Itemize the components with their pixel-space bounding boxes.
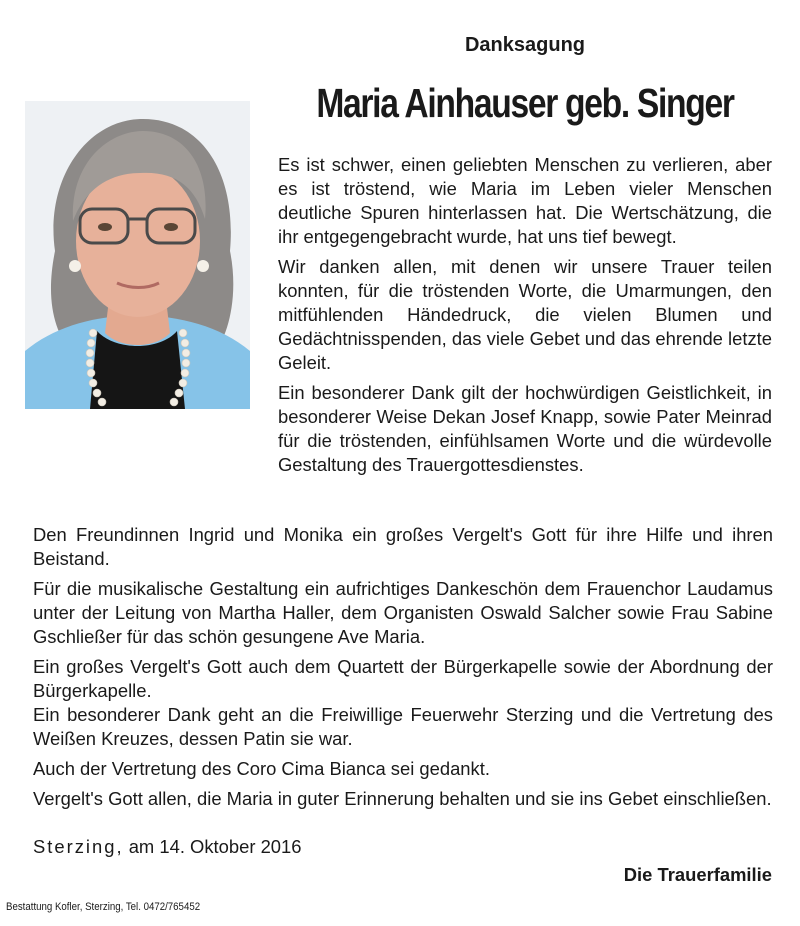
paragraph: Ein großes Vergelt's Gott auch dem Quartett der Bürgerkapelle sowie der Abordnung der Bürgerkapelle. [33,656,773,701]
funeral-home-footer: Bestattung Kofler, Sterzing, Tel. 0472/765452 [6,901,201,913]
place: Sterzing, [33,836,124,857]
portrait-photo [25,101,250,409]
signature: Die Trauerfamilie [623,864,772,885]
paragraph: Vergelt's Gott allen, die Maria in guter Erinnerung behalten und sie ins Gebet einschließen. [33,788,772,809]
paragraph: Den Freundinnen Ingrid und Monika ein großes Vergelt's Gott für ihre Hilfe und ihren Beistand. [33,524,773,569]
place-date [33,836,301,858]
date: am 14. Oktober 2016 [128,836,302,857]
intro-text [278,153,772,477]
portrait-illustration [25,101,250,409]
paragraph: Ein besonderer Dank gilt der hochwürdigen Geistlichkeit, in besonderer Weise Dekan Josef Knapp, sowie Pater Meinrad für die tröstenden, einfühlsamen Worte und die würdevolle Gestaltung des Trauergottesdienstes. [278,382,772,475]
paragraph: Ein besonderer Dank geht an die Freiwillige Feuerwehr Sterzing und die Vertretung des Weißen Kreuzes, dessen Patin sie war. [33,704,773,749]
paragraph: Auch der Vertretung des Coro Cima Bianca sei gedankt. [33,758,490,779]
deceased-name: Maria Ainhauser geb. Singer [316,80,734,126]
paragraph: Es ist schwer, einen geliebten Menschen zu verlieren, aber es ist tröstend, wie Maria im Leben vieler Menschen deutliche Spuren hinterlassen hat. Die Wertschätzung, die ihr entgegengebracht wurde, hat uns tief bewegt. [278,154,772,247]
notice-heading: Danksagung [464,34,586,56]
paragraph: Wir danken allen, mit denen wir unsere Trauer teilen konnten, für die tröstenden Worte, die Umarmungen, den mitfühlenden Händedruck, die vielen Blumen und Gedächtnisspenden, das viele Gebet und das ehrende letzte Geleit. [278,256,772,373]
paragraph: Für die musikalische Gestaltung ein aufrichtiges Dankeschön dem Frauenchor Laudamus unter der Leitung von Martha Haller, dem Organisten Oswald Salcher sowie Frau Sabine Gschließer für das schön gesungene Ave Maria. [33,578,773,647]
